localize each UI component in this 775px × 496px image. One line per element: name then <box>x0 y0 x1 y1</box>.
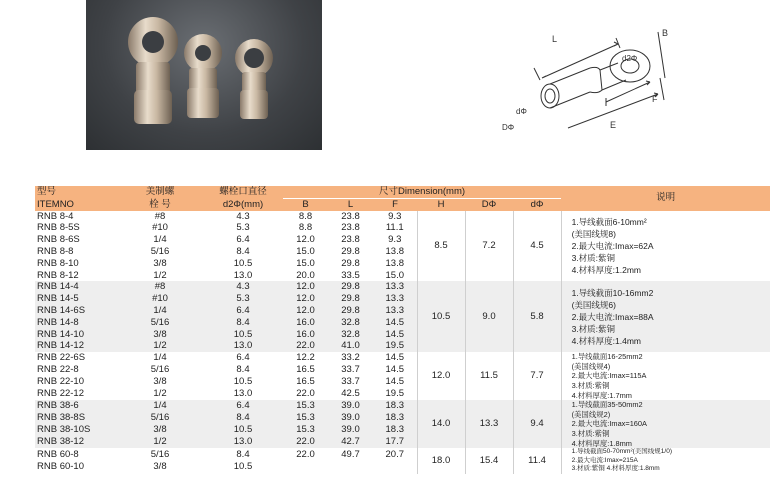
dim-d-cell: 11.4 <box>513 448 561 474</box>
model-cell: RNB 8-4 <box>35 211 117 223</box>
dim-F-cell: 18.3 <box>373 412 417 424</box>
dim-H-cell: 8.5 <box>417 211 465 282</box>
header-hole-cn: 螺栓口直径 <box>203 186 283 198</box>
description-notes <box>561 352 770 400</box>
hole-diameter-cell: 13.0 <box>203 270 283 282</box>
hole-diameter-cell: 13.0 <box>203 436 283 448</box>
note-line: 1.导线截面50-70mm²(美国线规1/0) <box>571 448 672 456</box>
note-line: 2.最大电流:Imax=62A <box>571 240 654 251</box>
dim-B-cell: 12.2 <box>283 352 328 364</box>
table-row <box>35 448 770 461</box>
hole-diameter-cell: 6.4 <box>203 234 283 246</box>
note-line: 3.材质:紫铜 <box>571 252 616 263</box>
dim-label-L: L <box>552 34 558 44</box>
header-hole-en: d2Φ(mm) <box>203 198 283 210</box>
hole-diameter-cell: 10.5 <box>203 424 283 436</box>
stud-cell: 1/4 <box>117 234 203 246</box>
hole-diameter-cell: 5.3 <box>203 222 283 234</box>
dim-L-cell: 33.5 <box>328 270 373 282</box>
dim-F-cell: 14.5 <box>373 317 417 329</box>
dim-H-cell: 14.0 <box>417 400 465 448</box>
ring-terminals-illustration <box>86 0 322 150</box>
header-D: DΦ <box>465 198 513 210</box>
table-row <box>35 281 770 293</box>
dim-B-cell: 15.3 <box>283 424 328 436</box>
dim-L-cell: 29.8 <box>328 281 373 293</box>
dim-L-cell: 29.8 <box>328 293 373 305</box>
hole-diameter-cell: 8.4 <box>203 246 283 258</box>
note-line: (美国线规8) <box>571 228 616 239</box>
stud-cell: 3/8 <box>117 376 203 388</box>
model-cell: RNB 14-8 <box>35 317 117 329</box>
stud-cell: 5/16 <box>117 448 203 461</box>
dim-L-cell: 32.8 <box>328 317 373 329</box>
dim-F-cell: 13.3 <box>373 305 417 317</box>
dim-label-d2: d2Φ <box>622 54 638 63</box>
model-cell: RNB 8-10 <box>35 258 117 270</box>
stud-cell: 1/4 <box>117 400 203 412</box>
model-cell: RNB 22-10 <box>35 376 117 388</box>
hole-diameter-cell: 8.4 <box>203 448 283 461</box>
dim-B-cell: 22.0 <box>283 340 328 352</box>
note-line: 4.材料厚度:1.2mm <box>571 264 642 275</box>
dim-label-F: F <box>652 94 658 104</box>
dim-F-cell: 20.7 <box>373 448 417 461</box>
hole-diameter-cell: 10.5 <box>203 461 283 474</box>
model-cell: RNB 22-8 <box>35 364 117 376</box>
dim-F-cell: 13.3 <box>373 281 417 293</box>
hole-diameter-cell: 5.3 <box>203 293 283 305</box>
dim-d-cell: 5.8 <box>513 281 561 352</box>
dim-label-B: B <box>662 28 669 38</box>
dim-F-cell: 13.3 <box>373 293 417 305</box>
dim-H-cell: 10.5 <box>417 281 465 352</box>
note-line: 4.材料厚度:1.7mm <box>571 390 632 400</box>
stud-cell: #8 <box>117 281 203 293</box>
model-cell: RNB 14-10 <box>35 329 117 341</box>
model-cell: RNB 38-6 <box>35 400 117 412</box>
dim-B-cell: 22.0 <box>283 388 328 400</box>
header-description: 说明 <box>561 186 770 211</box>
note-line: 3.材质:紫铜 <box>571 380 610 390</box>
hole-diameter-cell: 8.4 <box>203 317 283 329</box>
stud-cell: 1/4 <box>117 305 203 317</box>
note-line: (美国线规2) <box>571 409 611 419</box>
dim-B-cell: 8.8 <box>283 222 328 234</box>
dim-F-cell: 14.5 <box>373 329 417 341</box>
model-cell: RNB 60-8 <box>35 448 117 461</box>
dim-L-cell: 42.5 <box>328 388 373 400</box>
dim-B-cell: 12.0 <box>283 234 328 246</box>
dim-F-cell: 13.8 <box>373 258 417 270</box>
dim-B-cell: 8.8 <box>283 211 328 223</box>
dim-L-cell: 23.8 <box>328 211 373 223</box>
stud-cell: 1/2 <box>117 270 203 282</box>
dim-B-cell: 22.0 <box>283 436 328 448</box>
table-row <box>35 211 770 223</box>
dim-B-cell: 15.0 <box>283 258 328 270</box>
dim-B-cell: 22.0 <box>283 448 328 461</box>
product-photo <box>86 0 322 150</box>
note-line: 2.最大电流:Imax=115A <box>571 371 647 381</box>
hole-diameter-cell: 6.4 <box>203 305 283 317</box>
dim-F-cell: 18.3 <box>373 400 417 412</box>
stud-cell: 1/2 <box>117 436 203 448</box>
hole-diameter-cell: 13.0 <box>203 340 283 352</box>
note-line: 2.最大电流:Imax=215A <box>571 456 638 464</box>
note-line: 3.材质:紫铜 <box>571 428 610 438</box>
model-cell: RNB 8-8 <box>35 246 117 258</box>
note-line: 3.材质:紫铜 <box>571 323 616 334</box>
dim-L-cell: 23.8 <box>328 234 373 246</box>
model-cell: RNB 22-6S <box>35 352 117 364</box>
dim-B-cell: 12.0 <box>283 305 328 317</box>
header-d: dΦ <box>513 198 561 210</box>
stud-cell: 3/8 <box>117 424 203 436</box>
dim-B-cell: 16.5 <box>283 376 328 388</box>
header-H: H <box>417 198 465 210</box>
dim-D-cell: 9.0 <box>465 281 513 352</box>
model-cell: RNB 22-12 <box>35 388 117 400</box>
note-line: 1.导线截面6-10mm² <box>571 216 647 227</box>
model-cell: RNB 38-12 <box>35 436 117 448</box>
hole-diameter-cell: 6.4 <box>203 400 283 412</box>
dim-B-cell: 16.0 <box>283 329 328 341</box>
stud-cell: 1/2 <box>117 340 203 352</box>
dim-F-cell: 18.3 <box>373 424 417 436</box>
stud-cell: 3/8 <box>117 258 203 270</box>
dim-D-cell: 13.3 <box>465 400 513 448</box>
model-cell: RNB 14-6S <box>35 305 117 317</box>
header-model-cn: 型号 <box>35 186 117 198</box>
dim-label-d: dΦ <box>516 107 527 116</box>
dim-L-cell: 49.7 <box>328 448 373 461</box>
description-notes <box>561 400 770 448</box>
dim-H-cell: 18.0 <box>417 448 465 474</box>
table-row <box>35 400 770 412</box>
dim-label-D: DΦ <box>502 123 515 132</box>
header-stud-cn: 美制螺 <box>117 186 203 198</box>
dim-F-cell <box>373 461 417 474</box>
dim-d-cell: 9.4 <box>513 400 561 448</box>
header-B: B <box>283 198 328 210</box>
dim-L-cell: 33.7 <box>328 376 373 388</box>
dim-L-cell: 41.0 <box>328 340 373 352</box>
dim-L-cell: 29.8 <box>328 258 373 270</box>
dim-F-cell: 19.5 <box>373 340 417 352</box>
header-model-en: ITEMNO <box>35 198 117 210</box>
header-dimension: 尺寸Dimension(mm) <box>283 186 561 198</box>
dim-B-cell: 16.0 <box>283 317 328 329</box>
dim-B-cell: 15.3 <box>283 412 328 424</box>
model-cell: RNB 14-4 <box>35 281 117 293</box>
model-cell: RNB 8-12 <box>35 270 117 282</box>
stud-cell: #10 <box>117 293 203 305</box>
note-line: 1.导线截面35-50mm2 <box>571 400 643 410</box>
dim-F-cell: 11.1 <box>373 222 417 234</box>
hole-diameter-cell: 4.3 <box>203 211 283 223</box>
stud-cell: 5/16 <box>117 412 203 424</box>
hole-diameter-cell: 8.4 <box>203 412 283 424</box>
note-line: 1.导线截面16-25mm2 <box>571 352 643 362</box>
dim-B-cell: 15.3 <box>283 400 328 412</box>
note-line: (美国线规6) <box>571 299 616 310</box>
dim-F-cell: 14.5 <box>373 352 417 364</box>
dim-label-E: E <box>610 120 617 130</box>
dim-F-cell: 19.5 <box>373 388 417 400</box>
dim-L-cell: 39.0 <box>328 400 373 412</box>
dim-B-cell: 16.5 <box>283 364 328 376</box>
dim-D-cell: 15.4 <box>465 448 513 474</box>
note-line: 4.材料厚度:1.4mm <box>571 335 642 346</box>
dim-L-cell: 39.0 <box>328 424 373 436</box>
dim-d-cell: 7.7 <box>513 352 561 400</box>
stud-cell: 3/8 <box>117 461 203 474</box>
dim-B-cell: 12.0 <box>283 293 328 305</box>
description-notes <box>561 281 770 352</box>
dim-F-cell: 9.3 <box>373 234 417 246</box>
dim-L-cell: 33.7 <box>328 364 373 376</box>
model-cell: RNB 8-5S <box>35 222 117 234</box>
stud-cell: 1/2 <box>117 388 203 400</box>
spec-table <box>35 186 770 474</box>
note-line: 4.材料厚度:1.8mm <box>571 438 632 448</box>
dim-B-cell: 12.0 <box>283 281 328 293</box>
stud-cell: 5/16 <box>117 317 203 329</box>
dimension-drawing <box>490 18 690 148</box>
hole-diameter-cell: 8.4 <box>203 364 283 376</box>
dim-H-cell: 12.0 <box>417 352 465 400</box>
hole-diameter-cell: 10.5 <box>203 376 283 388</box>
dim-F-cell: 9.3 <box>373 211 417 223</box>
dim-L-cell: 33.2 <box>328 352 373 364</box>
hole-diameter-cell: 10.5 <box>203 329 283 341</box>
dim-L-cell: 39.0 <box>328 412 373 424</box>
stud-cell: 5/16 <box>117 364 203 376</box>
model-cell: RNB 14-12 <box>35 340 117 352</box>
dim-L-cell: 29.8 <box>328 305 373 317</box>
dim-D-cell: 7.2 <box>465 211 513 282</box>
hole-diameter-cell: 13.0 <box>203 388 283 400</box>
dim-L-cell: 32.8 <box>328 329 373 341</box>
dim-D-cell: 11.5 <box>465 352 513 400</box>
hole-diameter-cell: 10.5 <box>203 258 283 270</box>
dim-B-cell: 20.0 <box>283 270 328 282</box>
stud-cell: 5/16 <box>117 246 203 258</box>
dim-B-cell: 15.0 <box>283 246 328 258</box>
model-cell: RNB 60-10 <box>35 461 117 474</box>
header-F: F <box>373 198 417 210</box>
dim-L-cell: 23.8 <box>328 222 373 234</box>
stud-cell: #8 <box>117 211 203 223</box>
dim-F-cell: 14.5 <box>373 376 417 388</box>
dim-d-cell: 4.5 <box>513 211 561 282</box>
note-line: 3.材质:紫铜 4.材料厚度:1.8mm <box>571 465 660 473</box>
note-line: 1.导线截面10-16mm2 <box>571 287 654 298</box>
description-notes <box>561 448 770 474</box>
header-stud-en: 栓 号 <box>117 198 203 210</box>
stud-cell: 3/8 <box>117 329 203 341</box>
model-cell: RNB 8-6S <box>35 234 117 246</box>
model-cell: RNB 38-8S <box>35 412 117 424</box>
stud-cell: #10 <box>117 222 203 234</box>
dim-L-cell: 42.7 <box>328 436 373 448</box>
dim-F-cell: 14.5 <box>373 364 417 376</box>
description-notes <box>561 211 770 282</box>
dim-F-cell: 13.8 <box>373 246 417 258</box>
note-line: 2.最大电流:Imax=88A <box>571 311 654 322</box>
note-line: (美国线规4) <box>571 361 611 371</box>
dim-B-cell <box>283 461 328 474</box>
model-cell: RNB 38-10S <box>35 424 117 436</box>
header-L: L <box>328 198 373 210</box>
hole-diameter-cell: 4.3 <box>203 281 283 293</box>
hole-diameter-cell: 6.4 <box>203 352 283 364</box>
spec-table-body <box>35 211 770 474</box>
dim-L-cell <box>328 461 373 474</box>
stud-cell: 1/4 <box>117 352 203 364</box>
note-line: 2.最大电流:Imax=160A <box>571 419 647 429</box>
dim-L-cell: 29.8 <box>328 246 373 258</box>
dim-F-cell: 17.7 <box>373 436 417 448</box>
model-cell: RNB 14-5 <box>35 293 117 305</box>
table-row <box>35 352 770 364</box>
dim-F-cell: 15.0 <box>373 270 417 282</box>
